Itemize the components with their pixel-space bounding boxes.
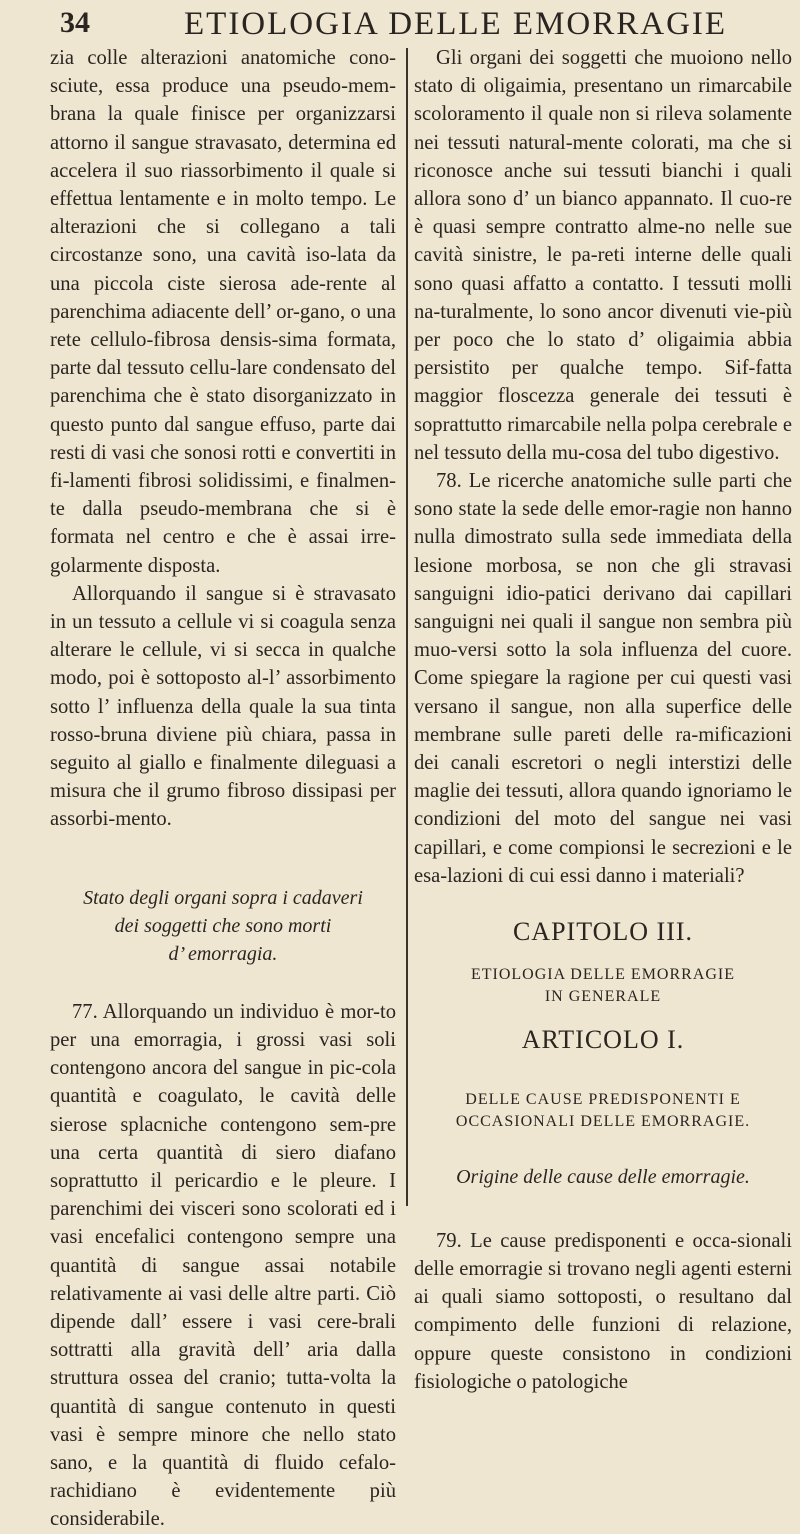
running-title: ETIOLOGIA DELLE EMORRAGIE: [184, 6, 728, 42]
right-column: [414, 44, 792, 1396]
right-paragraph-2: 78. Le ricerche anatomiche sulle parti che sono state la sede delle emor-ragie non hanno nulla dimostrato sulla sede immediata della lesione morbosa, se non che gli stravasi sanguigni idio-patici derivano dai capillari sanguigni nei quali il sangue non sembra più muo-versi sotto la sola influenza del cuore. Come spiegare la ragione per cui questi vasi versano il sangue, non alla superfice delle membrane sulle pareti delle ra-mificazioni dei canali escretori o negli interstizi delle maglie dei tessuti, allora quando ignoriamo le condizioni del moto del sangue nei vasi capillari, e come compionsi le secrezioni e le esa-lazioni di cui essi danno i materiali?: [414, 470, 792, 887]
subsection-title: Origine delle cause delle emorragie.: [456, 1165, 750, 1188]
right-paragraph-1: Gli organi dei soggetti che muoiono nello stato di oligaimia, presentano un rimarcabile scoloramento il quale non si rileva solamente nei tessuti natural-mente colorati, ma che si riconosce anche sui tessuti bianchi i quali allora sono d’ un bianco appannato. Il cuo-re è quasi sempre contratto alme-no nelle sue cavità sinistre, le pa-reti interne delle quali sono quasi affatto a contatto. I tessuti molli na-turalmente, lo sono ancor divenuti vie-più per poco che lo stato d’ oligaimia abbia persistito per qualche tempo. Sif-fatta maggior floscezza generale dei tessuti è soprattutto rimarcabile nella polpa cerebrale e nel tessuto della mu-cosa del tubo digestivo.: [414, 47, 792, 464]
chapter-title: CAPITOLO III.: [512, 917, 694, 947]
article-subtitle-line-1: DELLE CAUSE PREDISPONENTI E: [465, 1090, 741, 1108]
left-column: [50, 44, 396, 1534]
section-heading: [50, 884, 396, 968]
chapter-subtitle: [414, 964, 792, 1008]
column-divider: [406, 48, 408, 1206]
page-header: [60, 6, 790, 46]
section-heading-line-3: d’ emorragia.: [168, 942, 278, 965]
section-heading-line-1: Stato degli organi sopra i cadaveri: [83, 886, 363, 909]
chapter-subtitle-line-1: ETIOLOGIA DELLE EMORRAGIE: [470, 966, 736, 984]
article-subtitle-line-2: OCCASIONALI DELLE EMORRAGIE.: [455, 1112, 751, 1130]
page-number: 34: [60, 6, 90, 39]
chapter-subtitle-line-2: IN GENERALE: [544, 988, 662, 1006]
article-title: ARTICOLO I.: [521, 1025, 685, 1055]
article-subtitle: [414, 1089, 792, 1133]
right-paragraph-3: 79. Le cause predisponenti e occa-sionali delle emorragie si trovano negli agenti esterni ai quali siamo sottoposti, o resultano dal compimento delle funzioni di relazione, oppure queste consistono in condizioni fisiologiche o patologiche: [414, 1229, 792, 1393]
left-paragraph-1: zia colle alterazioni anatomiche cono-sciute, essa produce una pseudo-mem-brana la quale finisce per organizzarsi attorno il sangue stravasato, determina ed accelera il suo riassorbimento il quale si effettua lentamente e in molto tempo. Le alterazioni che si collegano a tali circostanze sono, una cavità iso-lata da una piccola ciste sierosa ade-rente al parenchima adiacente dell’ or-gano, o una rete cellulo-fibrosa densis-sima formata, parte dal tessuto cellu-lare condensato del parenchima che è stato disorganizzato in questo punto dal sangue effuso, parte dai resti di vasi che sonosi rotti e convertiti in fi-lamenti fibrosi solidissimi, e finalmen-te dalla pseudo-membrana che si è formata nel centro e che è assai irre-golarmente disposta.: [50, 47, 396, 577]
section-heading-line-2: dei soggetti che sono morti: [114, 914, 332, 937]
left-paragraph-3: 77. Allorquando un individuo è mor-to per una emorragia, i grossi vasi soli contengono ancora del sangue in pic-cola quantità e coagulato, le cavità delle sierose splacniche contengono sem-pre una certa quantità di siero diafano soprattutto il pericardio e le pleure. I parenchimi dei visceri sono scolorati ed i vasi encefalici contengono sempre una quantità di sangue assai notabile relativamente ai vasi delle altre parti. Ciò dipende dall’ essere i vasi cere-brali sottratti alla gravità dell’ aria dalla struttura ossea del cranio; tutta-volta la quantità di sangue contenuto in questi vasi è sempre minore che nello stato sano, e la quantità di fluido cefalo-rachidiano è evidentemente più considerabile.: [50, 1000, 396, 1531]
left-paragraph-2: Allorquando il sangue si è stravasato in un tessuto a cellule vi si coagula senza alterare le cellule, vi si secca in qualche modo, poi è sottoposto al-l’ assorbimento sotto l’ influenza della quale la sua tinta rosso-bruna diviene più chiara, passa in seguito al giallo e finalmente dileguasi a misura che il grumo fibroso dissipasi per assorbi-mento.: [50, 582, 396, 831]
